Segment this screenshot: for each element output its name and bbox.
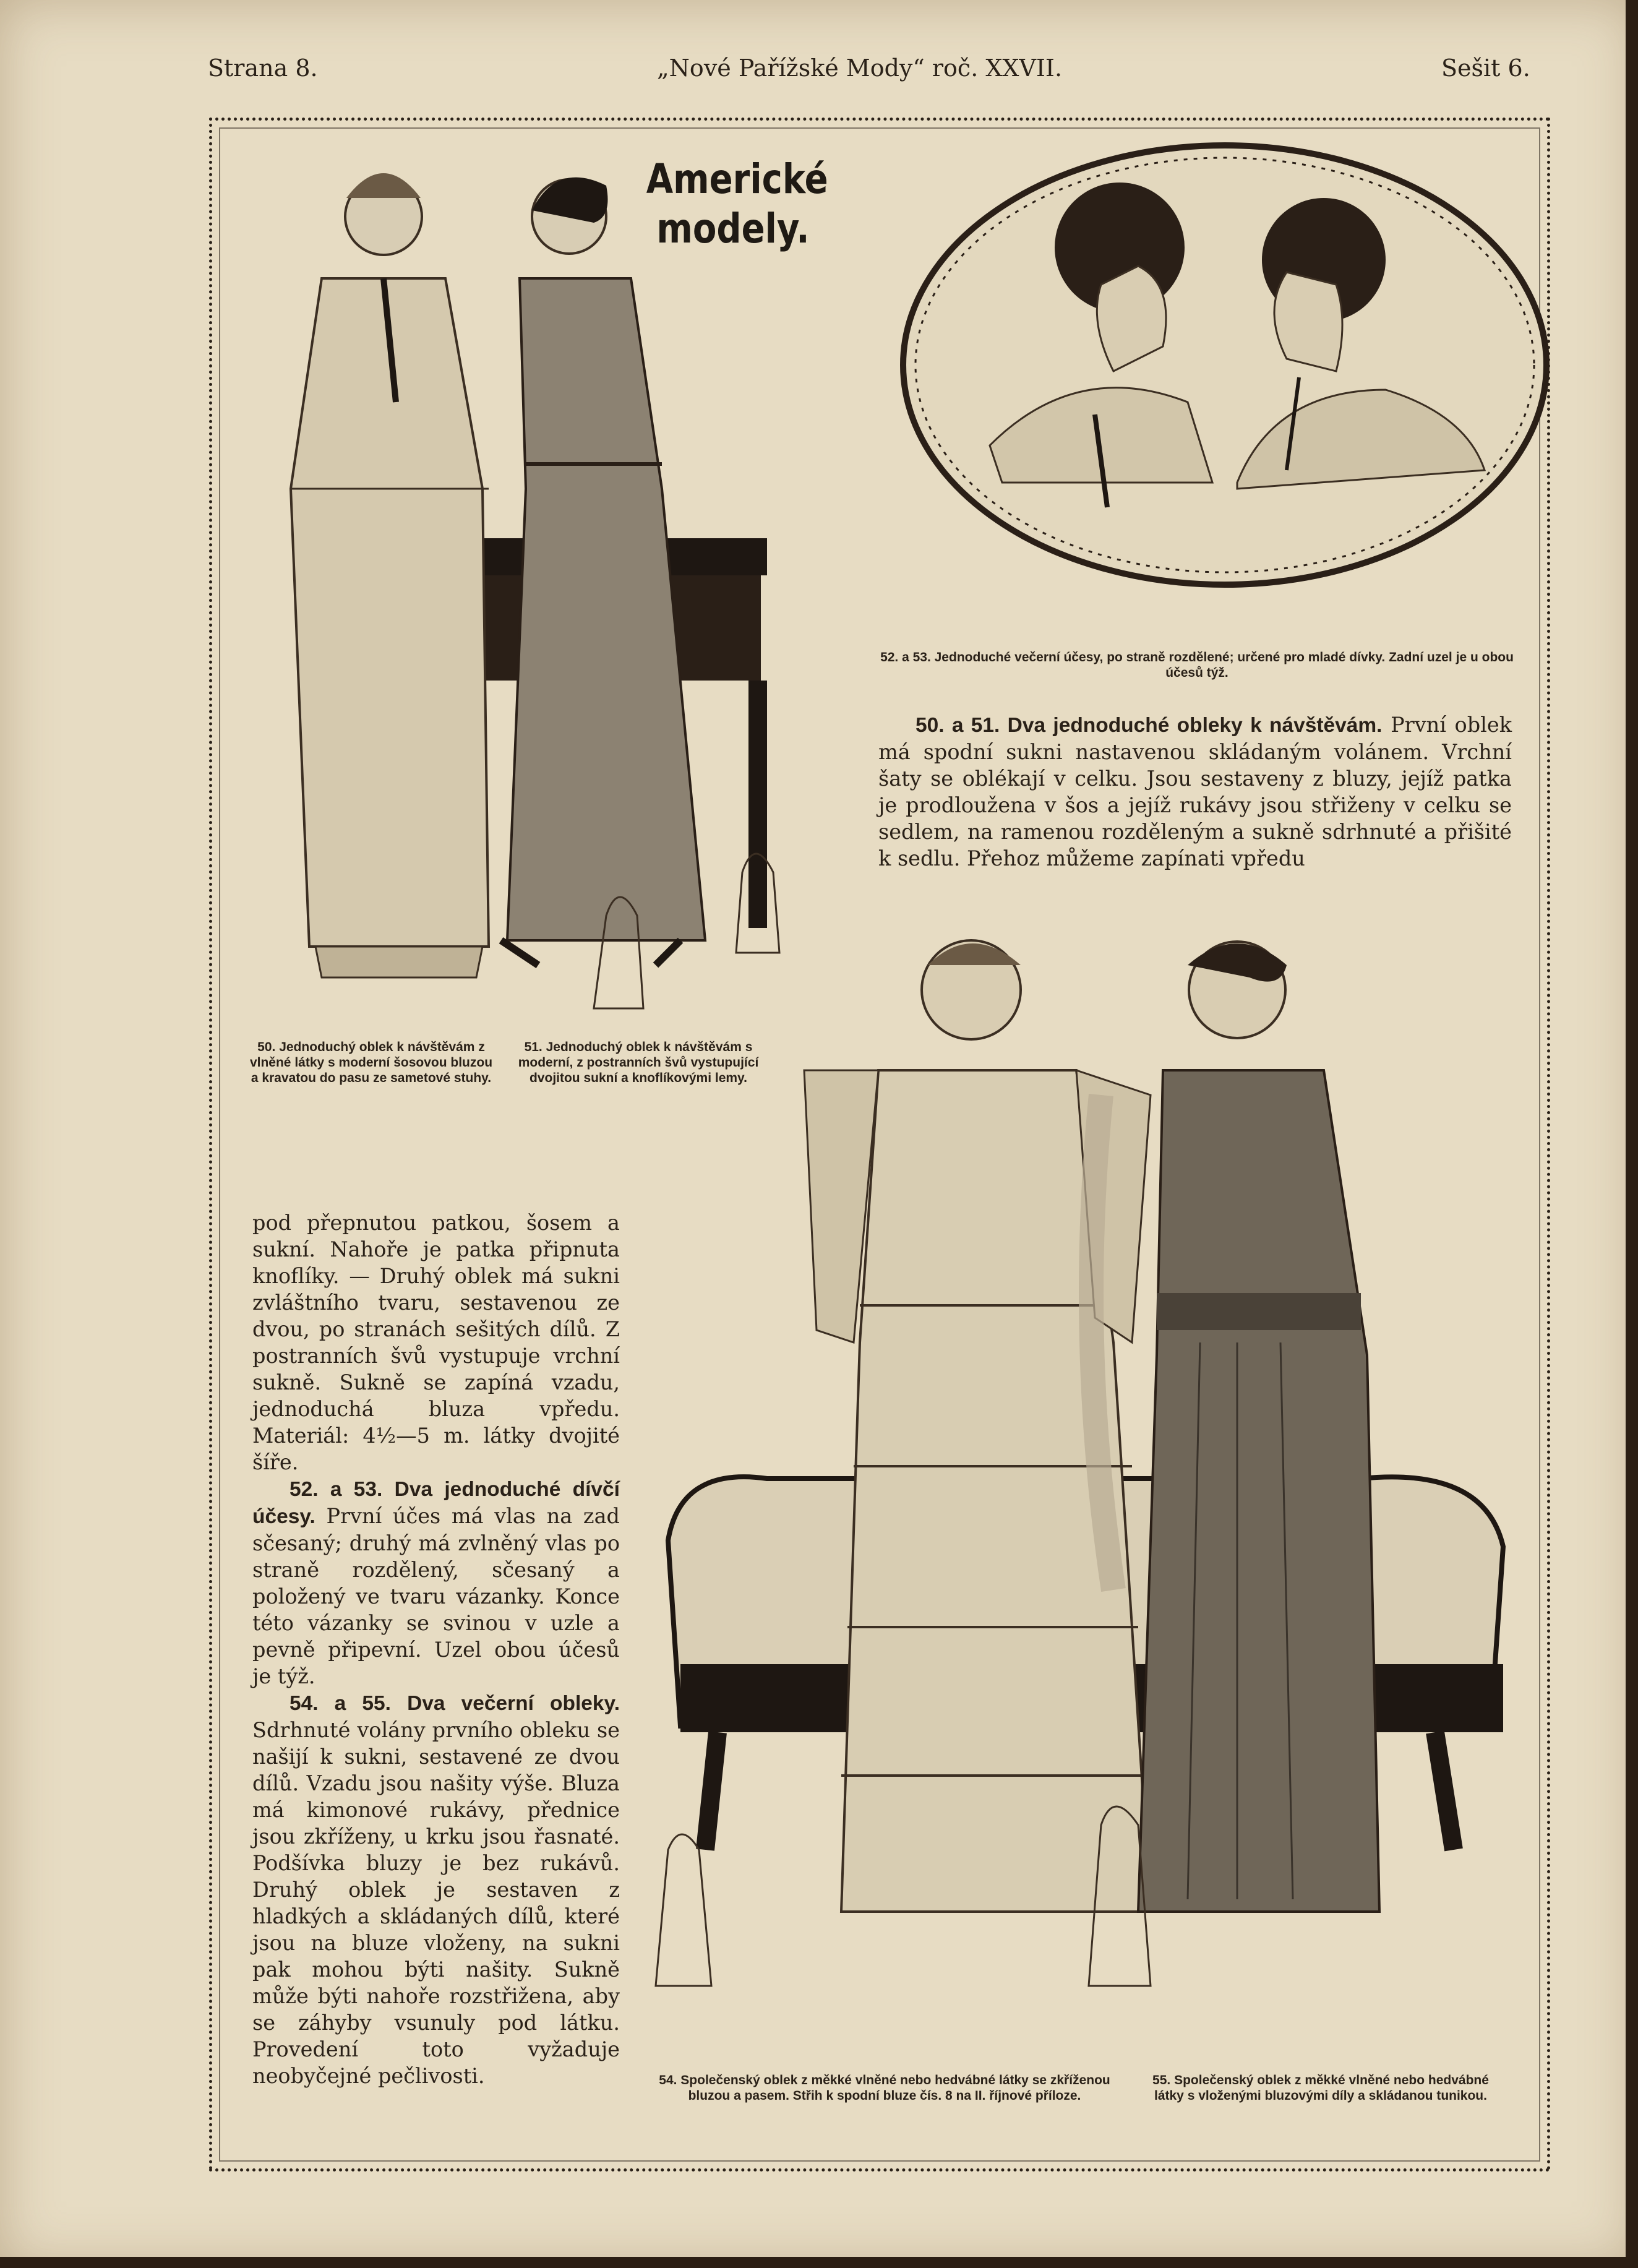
illustration-figures-52-53	[891, 124, 1559, 619]
caption-fig-50: 50. Jednoduchý oblek k návštěvám z vlněné látky s moderní šosovou bluzou a kravatou do pasu ze sametové stuhy.	[249, 1040, 493, 1085]
illustration-figures-50-51	[235, 142, 792, 1021]
section-title	[646, 155, 828, 254]
caption-fig-51: 51. Jednoduchý oblek k návštěvám s moderní, z postranních švů vystupující dvojitou sukní a knoflíkovými lemy.	[518, 1040, 759, 1085]
issue-number: Sešit 6.	[1441, 54, 1530, 82]
article-lead-52-53: 52. a 53. Dva jednoduché dívčí účesy.	[252, 1478, 620, 1528]
magazine-title: „Nové Pařížské Mody“ roč. XXVII.	[657, 54, 1063, 82]
scan-edge-bottom	[0, 2257, 1638, 2268]
article-text-52-53: První účes má vlas na zad sčesaný; druhý má zvlněný vlas po straně rozdělený, sčesaný a položený ve tvaru vázanky. Konce této vázanky se svinou v uzle a pevně připevní. Uzel obou účesů je týž.	[252, 1504, 620, 1688]
caption-fig-55: 55. Společenský oblek z měkké vlněné nebo hedvábné látky s vloženými bluzovými díly a skládanou tunikou.	[1152, 2073, 1489, 2103]
page-number: Strana 8.	[208, 54, 318, 82]
section-title-line1: Americké	[646, 155, 828, 203]
caption-fig-52-53: 52. a 53. Jednoduché večerní účesy, po straně rozdělené; určené pro mladé dívky. Zadní uzel je u obou účesů týž.	[880, 650, 1514, 680]
article-text-50-51-continued: pod přepnutou patkou, šosem a sukní. Nahoře je patka připnuta knoflíky. — Druhý oblek má sukni zvláštního tvaru, sestavenou ze dvou, po stranách sešitých dílů. Z postranních švů vystupuje vrchní sukně. Sukně se zapíná vzadu, jednoduchá bluza vpředu. Materiál: 4½—5 m. látky dvojité šíře.	[252, 1211, 620, 1474]
article-lead-50-51: 50. a 51. Dva jednoduché obleky k návštěvám.	[915, 714, 1383, 737]
article-lead-54-55: 54. a 55. Dva večerní obleky.	[289, 1692, 620, 1715]
caption-fig-54: 54. Společenský oblek z měkké vlněné nebo hedvábné látky se zkříženou bluzou a pasem. Střih k spodní bluze čís. 8 na II. říjnové příloze.	[659, 2073, 1110, 2103]
article-column-left	[252, 1209, 620, 2089]
article-text-54-55: Sdrhnuté volány prvního obleku se našijí k sukni, sestavené ze dvou dílů. Vzadu jsou našity výše. Bluza má kimonové rukávy, přednice jsou zkříženy, u krku jsou řasnaté. Podšívka bluzy je bez rukávů. Druhý oblek je sestaven z hladkých a skládaných dílů, které jsou na bluze vloženy, na sukni pak mohou býti našity. Sukně může býti nahoře rozstřižena, aby se záhyby vsunuly pod látku. Provedení toto vyžaduje neobyčejné pečlivosti.	[252, 1718, 620, 2088]
section-title-line2: modely.	[656, 205, 810, 252]
illustration-figures-54-55	[643, 909, 1534, 2060]
scan-edge-right	[1626, 0, 1638, 2268]
article-paragraph-50-51	[878, 711, 1512, 872]
article-text-50-51: První oblek má spodní sukni nastavenou skládaným volánem. Vrchní šaty se oblékají v celku. Jsou sestaveny z bluzy, jejíž patka je prodloužena v šos a jejíž rukávy jsou střiženy v celku se sedlem, na ramenou rozděleným a sukně sdrhnuté a přišité k sedlu. Přehoz můžeme zapínati vpředu	[878, 713, 1512, 870]
